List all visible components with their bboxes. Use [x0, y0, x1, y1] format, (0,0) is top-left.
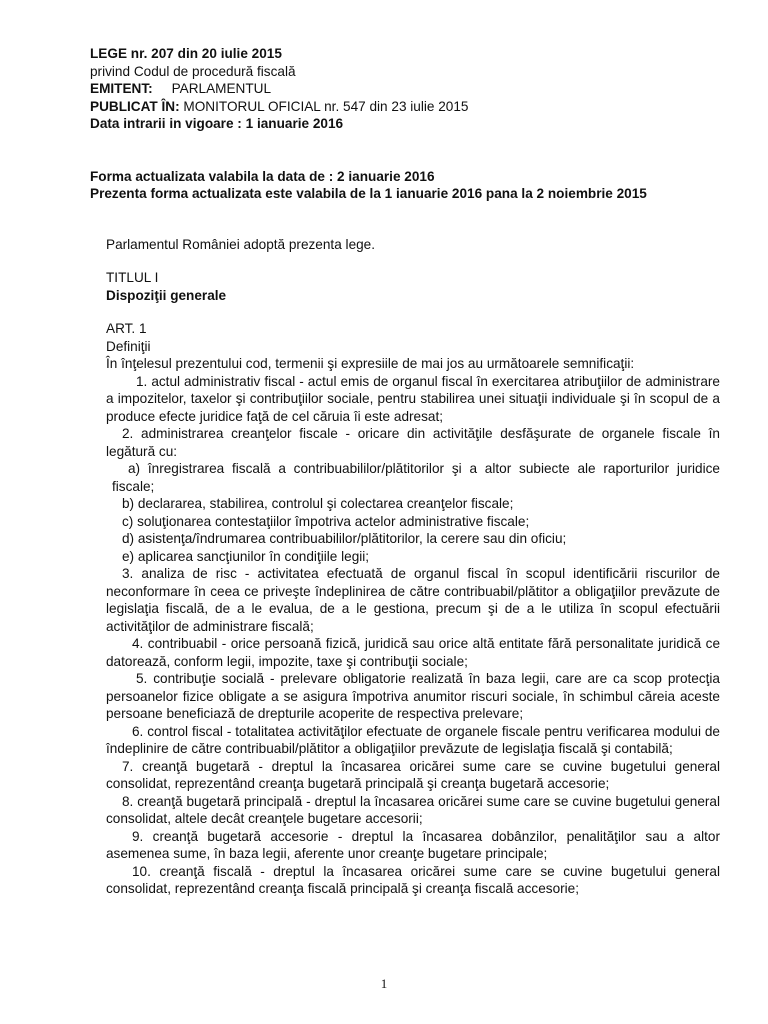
- definition-item: 10. creanţă fiscală - dreptul la încasarea oricărei sume care se cuvine bugetului general consolidat, reprezentând creanţa fiscală principală şi creanţa fiscală accesorie;: [106, 863, 720, 896]
- law-title: LEGE nr. 207 din 20 iulie 2015: [90, 46, 282, 61]
- titlu-name: Dispoziţii generale: [106, 287, 227, 303]
- titlu-number: TITLUL I: [106, 270, 159, 285]
- intro-text: Parlamentul României adoptă prezenta lege.: [106, 236, 376, 252]
- art-lead: În înţelesul prezentului cod, termenii şi expresiile de mai jos au următoarele semnificaţii:: [106, 356, 635, 371]
- document-header: [90, 45, 720, 133]
- emitent-value: PARLAMENTUL: [171, 81, 272, 96]
- definition-item: 5. contribuţie socială - prelevare obligatorie realizată în baza legii, care are ca scop protecţia persoanelor fizice obligate a se asigura împotriva anumitor riscuri sociale, în schimbul căreia aceste persoane beneficiază de drepturile acoperite de respectiva prelevare;: [106, 671, 720, 721]
- sub-item: b) declararea, stabilirea, controlul şi colectarea creanţelor fiscale;: [122, 496, 514, 511]
- publicat-value: MONITORUL OFICIAL nr. 547 din 23 iulie 2015: [183, 98, 469, 114]
- definition-item: 2. administrarea creanţelor fiscale - oricare din activităţile desfăşurate de organele fiscale în legătură cu:: [106, 426, 720, 459]
- forma-line-1: Forma actualizata valabila la data de : 2 ianuarie 2016: [90, 168, 435, 184]
- definition-item: 8. creanţă bugetară principală - dreptul la încasarea oricărei sume care se cuvine bugetului general consolidat, altele decât creanţele bugetare accesorii;: [106, 793, 720, 826]
- art-name: Definiţii: [106, 338, 151, 354]
- art-number: ART. 1: [106, 321, 147, 336]
- forma-block: [90, 168, 720, 203]
- law-body: [90, 236, 720, 898]
- law-subtitle: privind Codul de procedură fiscală: [90, 63, 296, 79]
- document-page: [90, 45, 720, 898]
- sub-item: c) soluţionarea contestaţiilor împotriva actelor administrative fiscale;: [122, 513, 530, 529]
- definition-item: 4. contribuabil - orice persoană fizică, juridică sau orice altă entitate fără personalitate juridică ce datorează, conform legii, impozite, taxe şi contribuţii sociale;: [106, 636, 720, 669]
- sub-item: e) aplicarea sancţiunilor în condiţiile legii;: [122, 548, 370, 564]
- publicat-label: PUBLICAT ÎN:: [90, 98, 180, 114]
- sub-item: d) asistenţa/îndrumarea contribuabililor/plătitorilor, la cerere sau din oficiu;: [122, 531, 567, 546]
- definition-item: 6. control fiscal - totalitatea activităţilor efectuate de organele fiscale pentru verificarea modului de îndeplinire de către contribuabil/plătitor a obligaţiilor prevăzute de legislaţia fiscală şi contabilă;: [106, 723, 720, 756]
- definition-item: 3. analiza de risc - activitatea efectuată de organul fiscal în scopul identificării riscurilor de neconformare în ceea ce priveşte îndeplinirea de către contribuabil/plătitor a obligaţiilor prevăzute de legislaţia fiscală, de a le evalua, de a le gestiona, precum şi de a le utiliza în scopul efectuării activităţilor de administrare fiscală;: [106, 566, 720, 634]
- forma-line-2: Prezenta forma actualizata este valabila de la 1 ianuarie 2016 pana la 2 noiembrie 2015: [90, 186, 647, 201]
- definition-item: 7. creanţă bugetară - dreptul la încasarea oricărei sume care se cuvine bugetului general consolidat, reprezentând creanţa bugetară principală şi creanţa bugetară accesorie;: [106, 758, 720, 791]
- definition-item: 1. actul administrativ fiscal - actul emis de organul fiscal în exercitarea atribuţiilor de administrare a impozitelor, taxelor şi contribuţiilor sociale, pentru stabilirea unei situaţii individuale şi în scopul de a produce efecte juridice faţă de cel căruia îi este adresat;: [106, 373, 720, 424]
- in-vigoare: Data intrarii in vigoare : 1 ianuarie 2016: [90, 116, 344, 131]
- emitent-label: EMITENT:: [90, 81, 153, 96]
- definition-item: 9. creanţă bugetară accesorie - dreptul la încasarea dobânzilor, penalităţilor sau a altor asemenea sume, în baza legii, aferente unor creanţe bugetare principale;: [106, 828, 720, 861]
- sub-item: a) înregistrarea fiscală a contribuabililor/plătitorilor şi a altor subiecte ale raporturilor juridice fiscale;: [112, 461, 720, 494]
- page-number: 1: [380, 976, 388, 991]
